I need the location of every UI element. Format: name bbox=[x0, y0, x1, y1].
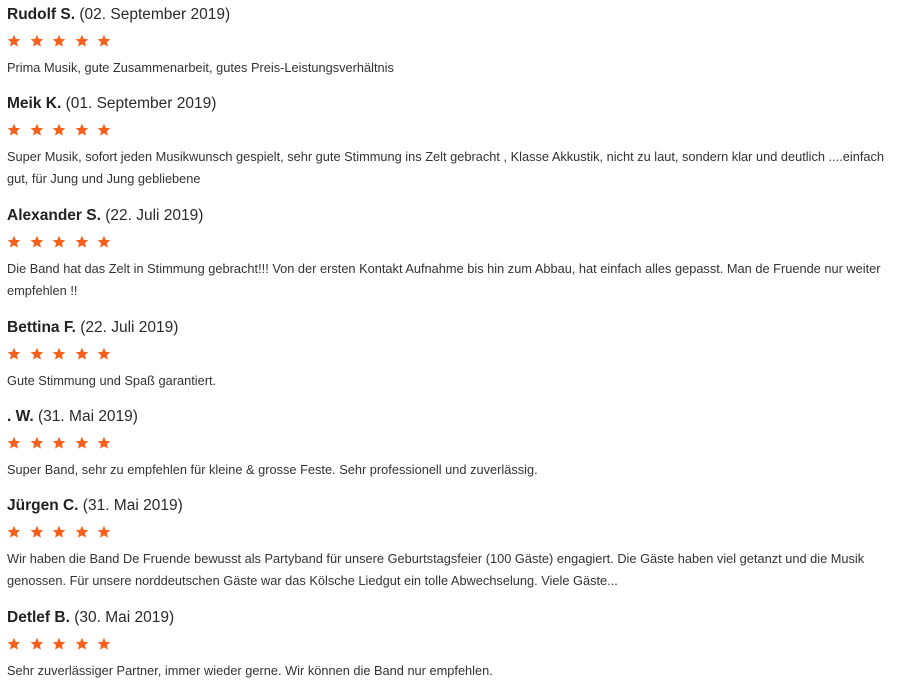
star-icon bbox=[52, 347, 66, 361]
review-text: Wir haben die Band De Fruende bewusst als Partyband für unsere Geburtstagsfeier (100 Gäste) engagiert. Die Gäste haben viel getanzt und die Musik genossen. Für unsere norddeutschen Gäste war das Kölsche Liedgut ein tolle Abwechselung. Viele Gäste... bbox=[7, 551, 865, 588]
star-rating bbox=[7, 433, 895, 453]
review-text: Super Musik, sofort jeden Musikwunsch gespielt, sehr gute Stimmung ins Zelt gebracht , Klasse Akkustik, nicht zu laut, sondern klar und deutlich ....einfach gut, für Jung und Jung gebliebene bbox=[7, 149, 885, 186]
review-item bbox=[7, 204, 895, 302]
review-item bbox=[7, 3, 895, 79]
star-rating bbox=[7, 31, 895, 51]
review-date: (31. Mai 2019) bbox=[38, 408, 138, 425]
star-icon bbox=[7, 347, 21, 361]
review-text: Die Band hat das Zelt in Stimmung gebracht!!! Von der ersten Kontakt Aufnahme bis hin zum Abbau, hat einfach alles gepasst. Man de Fruende nur weiter empfehlen !! bbox=[7, 261, 881, 298]
review-text: Sehr zuverlässiger Partner, immer wieder gerne. Wir können die Band nur empfehlen. bbox=[7, 663, 493, 678]
reviewer-name: Detlef B. bbox=[7, 609, 70, 626]
reviewer-name: . W. bbox=[7, 408, 34, 425]
star-icon bbox=[75, 235, 89, 249]
star-icon bbox=[75, 436, 89, 450]
review-text: Gute Stimmung und Spaß garantiert. bbox=[7, 373, 217, 388]
star-rating bbox=[7, 634, 895, 654]
review-item bbox=[7, 92, 895, 190]
review-header bbox=[7, 606, 895, 630]
star-icon bbox=[75, 525, 89, 539]
star-icon bbox=[97, 637, 111, 651]
star-icon bbox=[52, 235, 66, 249]
star-icon bbox=[97, 525, 111, 539]
review-header bbox=[7, 3, 895, 27]
review-header bbox=[7, 204, 895, 228]
star-icon bbox=[97, 347, 111, 361]
star-icon bbox=[30, 637, 44, 651]
review-date: (01. September 2019) bbox=[65, 95, 217, 112]
star-icon bbox=[7, 123, 21, 137]
star-rating bbox=[7, 522, 895, 542]
review-text: Prima Musik, gute Zusammenarbeit, gutes Preis-Leistungsverhältnis bbox=[7, 60, 394, 75]
star-rating bbox=[7, 120, 895, 140]
reviewer-name: Bettina F. bbox=[7, 319, 76, 336]
star-icon bbox=[7, 637, 21, 651]
reviewer-name: Rudolf S. bbox=[7, 6, 76, 23]
star-rating bbox=[7, 344, 895, 364]
star-icon bbox=[97, 235, 111, 249]
review-header bbox=[7, 494, 895, 518]
star-icon bbox=[30, 525, 44, 539]
review-item bbox=[7, 405, 895, 481]
star-icon bbox=[7, 436, 21, 450]
star-icon bbox=[30, 34, 44, 48]
star-icon bbox=[52, 34, 66, 48]
star-icon bbox=[7, 525, 21, 539]
reviewer-name: Jürgen C. bbox=[7, 497, 79, 514]
review-item bbox=[7, 606, 895, 682]
star-icon bbox=[7, 34, 21, 48]
star-icon bbox=[52, 436, 66, 450]
reviewer-name: Alexander S. bbox=[7, 207, 101, 224]
star-rating bbox=[7, 232, 895, 252]
star-icon bbox=[7, 235, 21, 249]
star-icon bbox=[75, 34, 89, 48]
review-date: (02. September 2019) bbox=[79, 6, 231, 23]
star-icon bbox=[97, 436, 111, 450]
review-date: (22. Juli 2019) bbox=[80, 319, 179, 336]
star-icon bbox=[75, 347, 89, 361]
review-date: (22. Juli 2019) bbox=[105, 207, 204, 224]
review-text: Super Band, sehr zu empfehlen für kleine & grosse Feste. Sehr professionell und zuverlässig. bbox=[7, 462, 538, 477]
review-header bbox=[7, 405, 895, 429]
star-icon bbox=[30, 235, 44, 249]
review-date: (30. Mai 2019) bbox=[74, 609, 175, 626]
star-icon bbox=[30, 123, 44, 137]
review-header bbox=[7, 92, 895, 116]
star-icon bbox=[52, 123, 66, 137]
star-icon bbox=[52, 525, 66, 539]
reviewer-name: Meik K. bbox=[7, 95, 62, 112]
star-icon bbox=[52, 637, 66, 651]
star-icon bbox=[30, 347, 44, 361]
review-item bbox=[7, 494, 895, 592]
review-date: (31. Mai 2019) bbox=[82, 497, 183, 514]
review-item bbox=[7, 316, 895, 392]
star-icon bbox=[97, 34, 111, 48]
star-icon bbox=[75, 123, 89, 137]
star-icon bbox=[75, 637, 89, 651]
review-header bbox=[7, 316, 895, 340]
star-icon bbox=[97, 123, 111, 137]
star-icon bbox=[30, 436, 44, 450]
